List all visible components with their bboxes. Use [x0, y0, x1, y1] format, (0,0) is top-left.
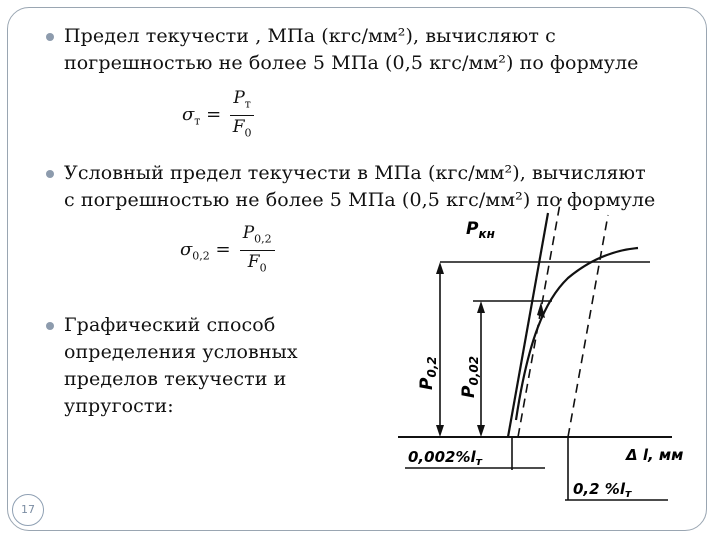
label-p02: $P_{0,2}$	[417, 356, 439, 390]
bullet-line: Предел текучести , МПа (кгс/мм²), вычисляют с	[64, 25, 556, 47]
arrowhead	[436, 262, 444, 274]
label-offset-large: 0,2 $\%l_т$	[573, 480, 632, 500]
arrowhead	[477, 301, 485, 313]
bullet-line: с погрешностью не более 5 МПа (0,5 кгс/мм²) по формуле	[64, 189, 656, 211]
arrowhead	[537, 302, 545, 318]
bullet-line: Условный предел текучести в МПа (кгс/мм²), вычисляют	[64, 162, 646, 184]
label-pkn: $P_{кн}$	[466, 219, 495, 241]
page-number-badge: 17	[12, 494, 44, 526]
arrowhead	[477, 425, 485, 437]
bullet-line: пределов текучести и	[64, 368, 287, 390]
formula-fraction: $\frac{P_т}{F_0}$	[230, 87, 254, 145]
offset-line-002	[518, 198, 561, 437]
bullet-line: Графический способ	[64, 314, 276, 336]
formula-lhs: $\sigma_{0,2}$ =	[180, 239, 231, 263]
formula-lhs: $\sigma_т$ =	[182, 104, 222, 128]
bullet-line: погрешностью не более 5 МПа (0,5 кгс/мм²) по формуле	[64, 52, 639, 74]
label-p002: $P_{0,02}$	[459, 355, 481, 398]
label-x-axis: Δ l, мм	[626, 446, 684, 464]
label-offset-small: $0,002\%l_т$	[408, 448, 483, 468]
arrowhead	[436, 425, 444, 437]
formula-fraction: $\frac{P_{0,2}}{F_0}$	[240, 222, 275, 280]
bullet-line: упругости:	[64, 395, 174, 417]
stress-strain-curve	[516, 248, 638, 420]
bullet-line: определения условных	[64, 341, 298, 363]
offset-line-02	[568, 215, 608, 437]
elastic-line	[508, 213, 548, 437]
